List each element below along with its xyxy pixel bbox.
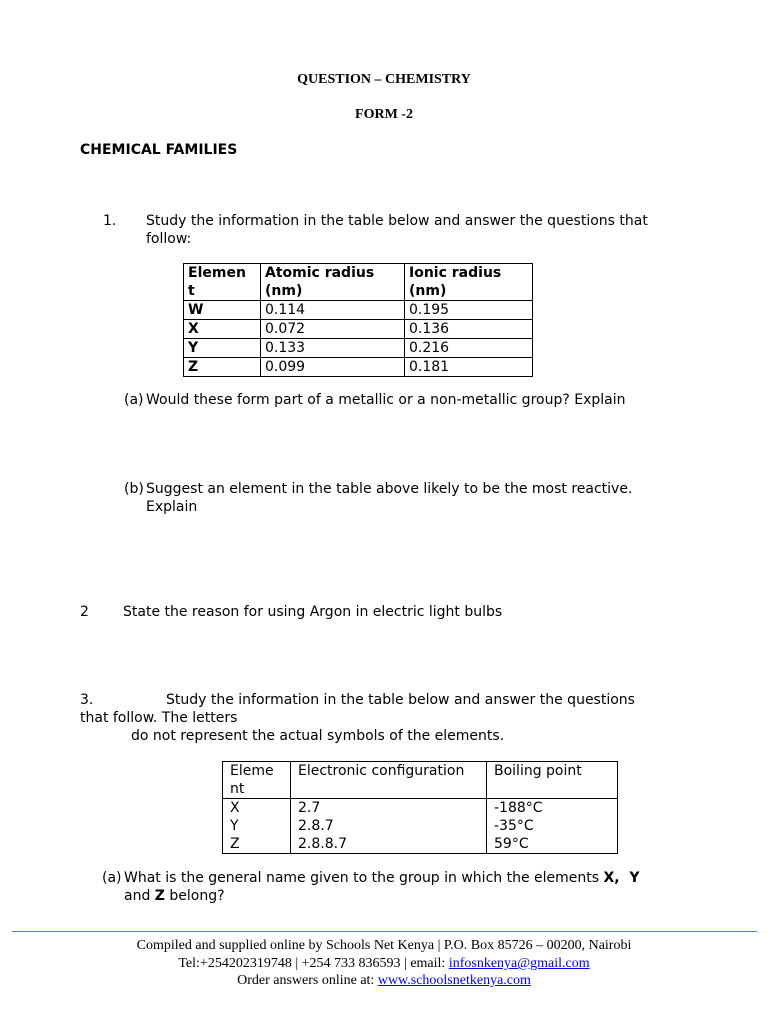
q1b-text-line2: Explain (146, 499, 198, 515)
q3a-text-line1 (124, 869, 640, 887)
table-cell: 0.133 (261, 339, 405, 358)
q3-text-line2: that follow. The letters (80, 710, 238, 726)
header-cell-electronic-configuration (291, 762, 487, 799)
q2-number: 2 (80, 604, 89, 620)
table-cell: 59°C (487, 835, 618, 854)
footer-order-text: Order answers online at: (237, 973, 378, 988)
table-row (223, 817, 618, 835)
q2-text: State the reason for using Argon in electric light bulbs (123, 604, 503, 620)
table-row (223, 835, 618, 854)
q3-text-line1: Study the information in the table below and answer the questions (166, 692, 635, 708)
table-cell: 0.114 (261, 301, 405, 320)
website-link[interactable]: www.schoolsnetkenya.com (377, 973, 531, 988)
table-cell: 0.099 (261, 358, 405, 377)
table-row (184, 339, 533, 358)
table-cell: 2.8.7 (291, 817, 487, 835)
table-cell: 0.072 (261, 320, 405, 339)
header-cell-element (223, 762, 291, 799)
header-text: nt (230, 781, 245, 797)
table-cell: X (184, 320, 261, 339)
header-text: Ionic radius (409, 265, 502, 281)
form-label: FORM -2 (355, 107, 413, 122)
table-cell: 0.195 (405, 301, 533, 320)
table-row (184, 320, 533, 339)
table-cell: Z (184, 358, 261, 377)
q3a-text-line2 (124, 887, 225, 905)
q3-text-line3: do not represent the actual symbols of the elements. (131, 728, 505, 744)
table-cell: Y (184, 339, 261, 358)
table-row (184, 358, 533, 377)
header-text: Atomic radius (265, 265, 375, 281)
table-row (223, 799, 618, 818)
header-text: Eleme (230, 763, 274, 779)
q1-number: 1. (103, 213, 117, 229)
table-cell: X (223, 799, 291, 818)
footer-divider (12, 931, 757, 932)
footer-line1: Compiled and supplied online by Schools Net Kenya | P.O. Box 85726 – 00200, Nairobi (136, 938, 632, 953)
email-link[interactable]: infosnkenya@gmail.com (448, 956, 590, 971)
footer-contact: Tel:+254202319748 | +254 733 836593 | email: (178, 956, 449, 971)
table-cell: 0.216 (405, 339, 533, 358)
q3a-label: (a) (102, 870, 122, 886)
header-text: Boiling point (494, 763, 582, 779)
q3a-bold-elements: X, Y (603, 870, 640, 886)
q1-text-line1: Study the information in the table below and answer the questions that (146, 213, 648, 229)
q3a-text: belong? (164, 888, 225, 904)
footer-line2 (0, 955, 768, 973)
q1b-label: (b) (124, 481, 144, 497)
table-cell: 2.8.8.7 (291, 835, 487, 854)
q3-number: 3. (80, 692, 94, 708)
header-cell-atomic-radius (261, 264, 405, 301)
header-cell-ionic-radius (405, 264, 533, 301)
document-title: QUESTION – CHEMISTRY (297, 72, 471, 87)
q1-text-line2: follow: (146, 231, 192, 247)
footer-line3 (0, 972, 768, 990)
q3-table (222, 761, 618, 854)
q1-table (183, 263, 533, 377)
table-cell: Z (223, 835, 291, 854)
header-cell-boiling-point (487, 762, 618, 799)
table-row (184, 301, 533, 320)
table-cell: W (184, 301, 261, 320)
table-cell: 2.7 (291, 799, 487, 818)
table-cell: 0.136 (405, 320, 533, 339)
header-cell-element (184, 264, 261, 301)
q3a-text: and (124, 888, 155, 904)
q3a-text: What is the general name given to the group in which the elements (124, 870, 604, 886)
table-cell: -188°C (487, 799, 618, 818)
section-title: CHEMICAL FAMILIES (80, 142, 238, 158)
header-text: (nm) (265, 283, 303, 299)
header-text: t (188, 283, 195, 299)
header-text: Elemen (188, 265, 246, 281)
q1b-text-line1: Suggest an element in the table above likely to be the most reactive. (146, 481, 633, 497)
table-header-row (184, 264, 533, 301)
table-cell: Y (223, 817, 291, 835)
table-cell: 0.181 (405, 358, 533, 377)
q1a-text: Would these form part of a metallic or a non-metallic group? Explain (146, 392, 626, 408)
q1a-label: (a) (124, 392, 144, 408)
header-text: (nm) (409, 283, 447, 299)
header-text: Electronic configuration (298, 763, 465, 779)
q3a-bold-element: Z (154, 888, 165, 904)
table-header-row (223, 762, 618, 799)
table-cell: -35°C (487, 817, 618, 835)
